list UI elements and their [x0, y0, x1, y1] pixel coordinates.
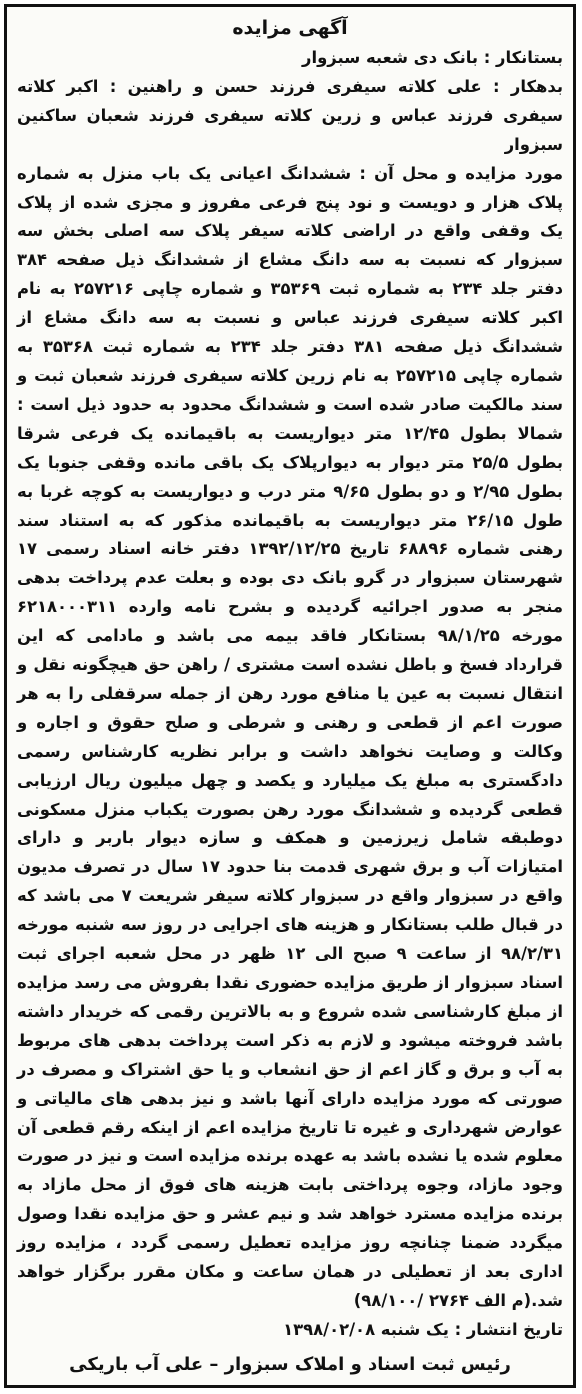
notice-title: آگهی مزایده	[232, 17, 348, 39]
debtor-line: بدهکار : علی کلاته سیفری فرزند حسن و راهنین : اکبر کلاته سیفری فرزند عباس و زرین کلاته سیفری فرزند شعبان ساکنین سبزوار	[17, 76, 563, 154]
publish-date: تاریخ انتشار : یک شنبه ۱۳۹۸/۰۲/۰۸	[283, 1319, 563, 1339]
creditor-line: بستانکار : بانک دی شعبه سبزوار	[302, 48, 563, 67]
auction-notice	[4, 4, 576, 1388]
signature: رئیس ثبت اسناد و املاک سبزوار – علی آب باریکی	[69, 1353, 511, 1375]
notice-body: مورد مزایده و محل آن : ششدانگ اعیانی یک باب منزل به شماره پلاک هزار و دویست و نود پنج فرعی مفروز و مجزی شده از پلاک یک وقفی واقع در اراضی کلاته سیفر پلاک سه اصلی بخش سه سبزوار که نسبت به سه دانگ مشاع از ششدانگ ذیل صفحه ۳۸۴ دفتر جلد ۲۳۴ به شماره ثبت ۳۵۳۶۹ و شماره چاپی ۲۵۷۲۱۶ به نام اکبر کلاته سیفری فرزند عباس و نسبت به سه دانگ مشاع از ششدانگ ذیل صفحه ۳۸۱ دفتر جلد ۲۳۴ به شماره ثبت ۳۵۳۶۸ به شماره چاپی ۲۵۷۲۱۵ به نام زرین کلاته سیفری فرزند شعبان ثبت و سند مالکیت صادر شده است و ششدانگ محدود به حدود ذیل است : شمالا بطول ۱۲/۴۵ متر دیواریست به باقیمانده یک فرعی شرقا بطول ۲۵/۵ متر دیوار به دیوارپلاک یک باقی مانده وقفی جنوبا یک بطول ۲/۹۵ و دو بطول ۹/۶۵ متر درب و دیواریست به کوچه غربا به طول ۲۶/۱۵ متر دیواریست به باقیمانده مذکور که به استناد سند رهنی شماره ۶۸۸۹۶ تاریخ ۱۳۹۲/۱۲/۲۵ دفتر خانه اسناد رسمی ۱۷ شهرستان سبزوار در گرو بانک دی بوده و بعلت عدم پرداخت بدهی منجر به صدور اجرائیه گردیده و بشرح نامه وارده ۶۲۱۸۰۰۰۳۱۱ مورخه ۹۸/۱/۲۵ بستانکار فاقد بیمه می باشد و مادامی که این قرارداد فسخ و باطل نشده است مشتری / راهن حق هیچگونه نقل و انتقال نسبت به عین یا منافع مورد رهن از جمله سرقفلی را به هر صورت اعم از قطعی و رهنی و شرطی و صلح حقوق و اجاره و وکالت و وصایت نخواهد داشت و برابر نظریه کارشناس رسمی دادگستری به مبلغ یک میلیارد و یکصد و چهل میلیون ریال ارزیابی قطعی گردیده و ششدانگ مورد رهن بصورت یکباب منزل مسکونی دوطبقه شامل زیرزمین و همکف و سازه دیوار باربر و دارای امتیازات آب و برق شهری قدمت بنا حدود ۱۷ سال در تصرف مدیون واقع در سبزوار واقع در سبزوار کلاته سیفر شریعت ۷ می باشد که در قبال طلب بستانکار و هزینه های اجرایی در روز سه شنبه مورخه ۹۸/۲/۳۱ از ساعت ۹ صبح الی ۱۲ ظهر در محل شعبه اجرای ثبت اسناد سبزوار از طریق مزایده حضوری نقدا بفروش می رسد مزایده از مبلغ کارشناسی شده شروع و به بالاترین رقمی که خریدار داشته باشد فروخته میشود و لازم به ذکر است پرداخت بدهی های مربوط به آب و برق و گاز اعم از حق انشعاب و یا حق اشتراک و مصرف در صورتی که مورد مزایده دارای آنها باشد و نیز بدهی های مالیاتی و عوارض شهرداری و غیره تا تاریخ مزایده اعم از اینکه رقم قطعی آن معلوم شده یا نشده باشد به عهده برنده مزایده است و نیز در صورت وجود مازاد، وجوه پرداختی بابت هزینه های فوق از محل مازاد به برنده مزایده مسترد خواهد شد و نیم عشر و حق مزایده نقدا وصول میگردد ضمنا چنانچه روز مزایده تعطیل رسمی گردد ، مزایده روز اداری بعد از تعطیلی در همان ساعت و مکان مقرر برگزار خواهد شد.(م الف ۲۷۶۴ /۹۸/۱۰۰)	[17, 163, 564, 1310]
